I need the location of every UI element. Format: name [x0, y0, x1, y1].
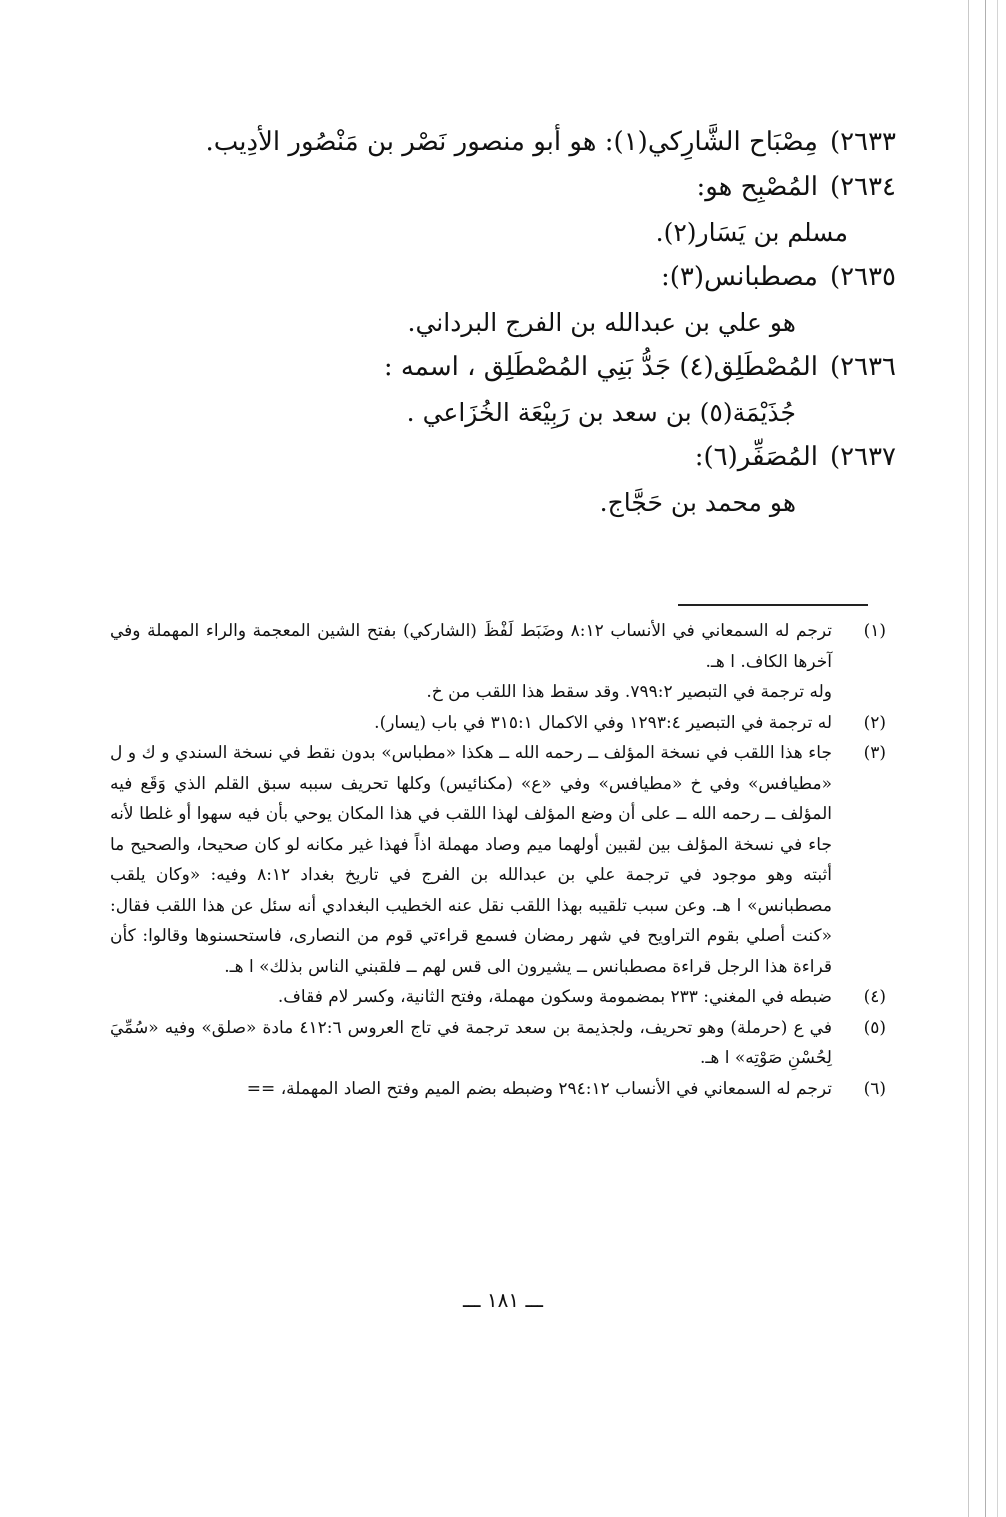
- footnote-6: [110, 1074, 886, 1105]
- entry-2636: [216, 345, 896, 390]
- entry-number: ٢٦٣٧): [829, 442, 896, 472]
- entry-number: ٢٦٣٥): [829, 262, 896, 292]
- footnote-number: (٤): [863, 987, 886, 1007]
- footnote-separator: [678, 604, 868, 606]
- entry-2634: [216, 165, 896, 210]
- entry-text: مصطبانس(٣):: [661, 262, 818, 292]
- footnote-text: له ترجمة في التبصير ١٢٩٣:٤ وفي الاكمال ٣١٥:١ في باب (يسار).: [374, 712, 832, 733]
- footnotes: [110, 616, 886, 1104]
- footnote-number: (٥): [863, 1017, 886, 1038]
- footnote-text: ترجم له السمعاني في الأنساب ٢٩٤:١٢ وضبطه بضم الميم وفتح الصاد المهملة، ==: [246, 1078, 832, 1099]
- footnote-text: ضبطه في المغني: ٢٣٣ بمضمومة وسكون مهملة، وفتح الثانية، وكسر لام فقاف.: [277, 987, 832, 1007]
- entry-text: المُصْطَلِق(٤) جَدُّ بَنِي المُصْطَلِق ، اسمه :: [383, 352, 818, 382]
- entry-2635: [216, 255, 896, 300]
- entry-subline: مسلم بن يَسَار(٢).: [655, 218, 848, 247]
- entry-subline: هو محمد بن حَجَّاج.: [599, 488, 796, 517]
- entry-number: ٢٦٣٤): [829, 172, 896, 202]
- footnote-5: [110, 1013, 886, 1074]
- entry-2633: [205, 120, 896, 165]
- entries-list: [205, 120, 896, 525]
- footnote-4: [110, 982, 886, 1013]
- entry-subline: جُذَيْمَة(٥) بن سعد بن رَبِيْعَة الخُزَاعي .: [406, 398, 796, 427]
- footnote-text: جاء هذا اللقب في نسخة المؤلف ــ رحمه الله ــ هكذا «مطباس» بدون نقط في نسخة السندي و ك و ل «مطيافس» وفي خ «مطيافس» وفي «ع» (مكنائيس) وكلها تحريف سببه سبق القلم الذي وَقَع فيه المؤلف ــ رحمه الله ــ على أن وضع المؤلف لهذا اللقب في هذا المكان يوحي بأن فيه سهوا أو غلطا لأنه جاء في نسخة المؤلف بين لقبين أولهما ميم وصاد مهملة اذاً فهذا غير مكانه لو كان صحيحا، والصحيح ما أثبته وهو موجود في ترجمة علي بن عبدالله بن الفرج في تاريخ بغداد ٨:١٢ وفيه: «وكان يلقب مصطبانس» ا هـ. وعن سبب تلقيبه بهذا اللقب نقل عنه الخطيب البغدادي أنه سئل عن هذا اللقب فقال: «كنت أصلي بقوم التراويح في شهر رمضان فسمع قراءتي قوم من النصارى، فاستحسنوها وقالوا: كأن قراءة هذا الرجل قراءة مصطبانس ــ يشيرون الى قس لهم ــ فلقبني الناس بذلك» ا هـ.: [110, 743, 832, 977]
- footnote-number: (٣): [863, 743, 886, 763]
- footnote-number: (٢): [863, 712, 886, 733]
- page-number: ـــ ١٨١ ـــ: [462, 1288, 544, 1312]
- footnote-number: (٦): [863, 1078, 886, 1099]
- footnote-text: في ع (حرملة) وهو تحريف، ولجذيمة بن سعد ترجمة في تاج العروس ٤١٢:٦ مادة «صلق» وفيه «سُمِّيَ لِحُسْنِ صَوْتِه» ا هـ.: [110, 1017, 832, 1068]
- entry-text: مِصْبَاح الشَّارِكي(١): هو أبو منصور نَصْر بن مَنْصُور الأدِيب.: [205, 127, 818, 157]
- entry-text: المُصَفِّر(٦):: [694, 442, 818, 472]
- footnote-text: ترجم له السمعاني في الأنساب ٨:١٢ وضَبَط لَفْظَ (الشاركي) بفتح الشين المعجمة والراء المهملة وفي آخرها الكاف. ا هـ.: [110, 621, 832, 672]
- footnote-1: [110, 616, 886, 708]
- footnote-2: [110, 708, 886, 739]
- footnote-text: وله ترجمة في التبصير ٧٩٩:٢. وقد سقط هذا اللقب من خ.: [426, 682, 832, 702]
- entry-text: المُصْبِح هو:: [696, 172, 818, 202]
- entry-number: ٢٦٣٦): [829, 352, 896, 382]
- footnote-3: [110, 738, 886, 982]
- footnote-number: (١): [863, 621, 886, 641]
- entry-subline: هو علي بن عبدالله بن الفرج البرداني.: [407, 308, 796, 337]
- entry-number: ٢٦٣٣): [829, 127, 896, 157]
- entry-2637: [216, 435, 896, 480]
